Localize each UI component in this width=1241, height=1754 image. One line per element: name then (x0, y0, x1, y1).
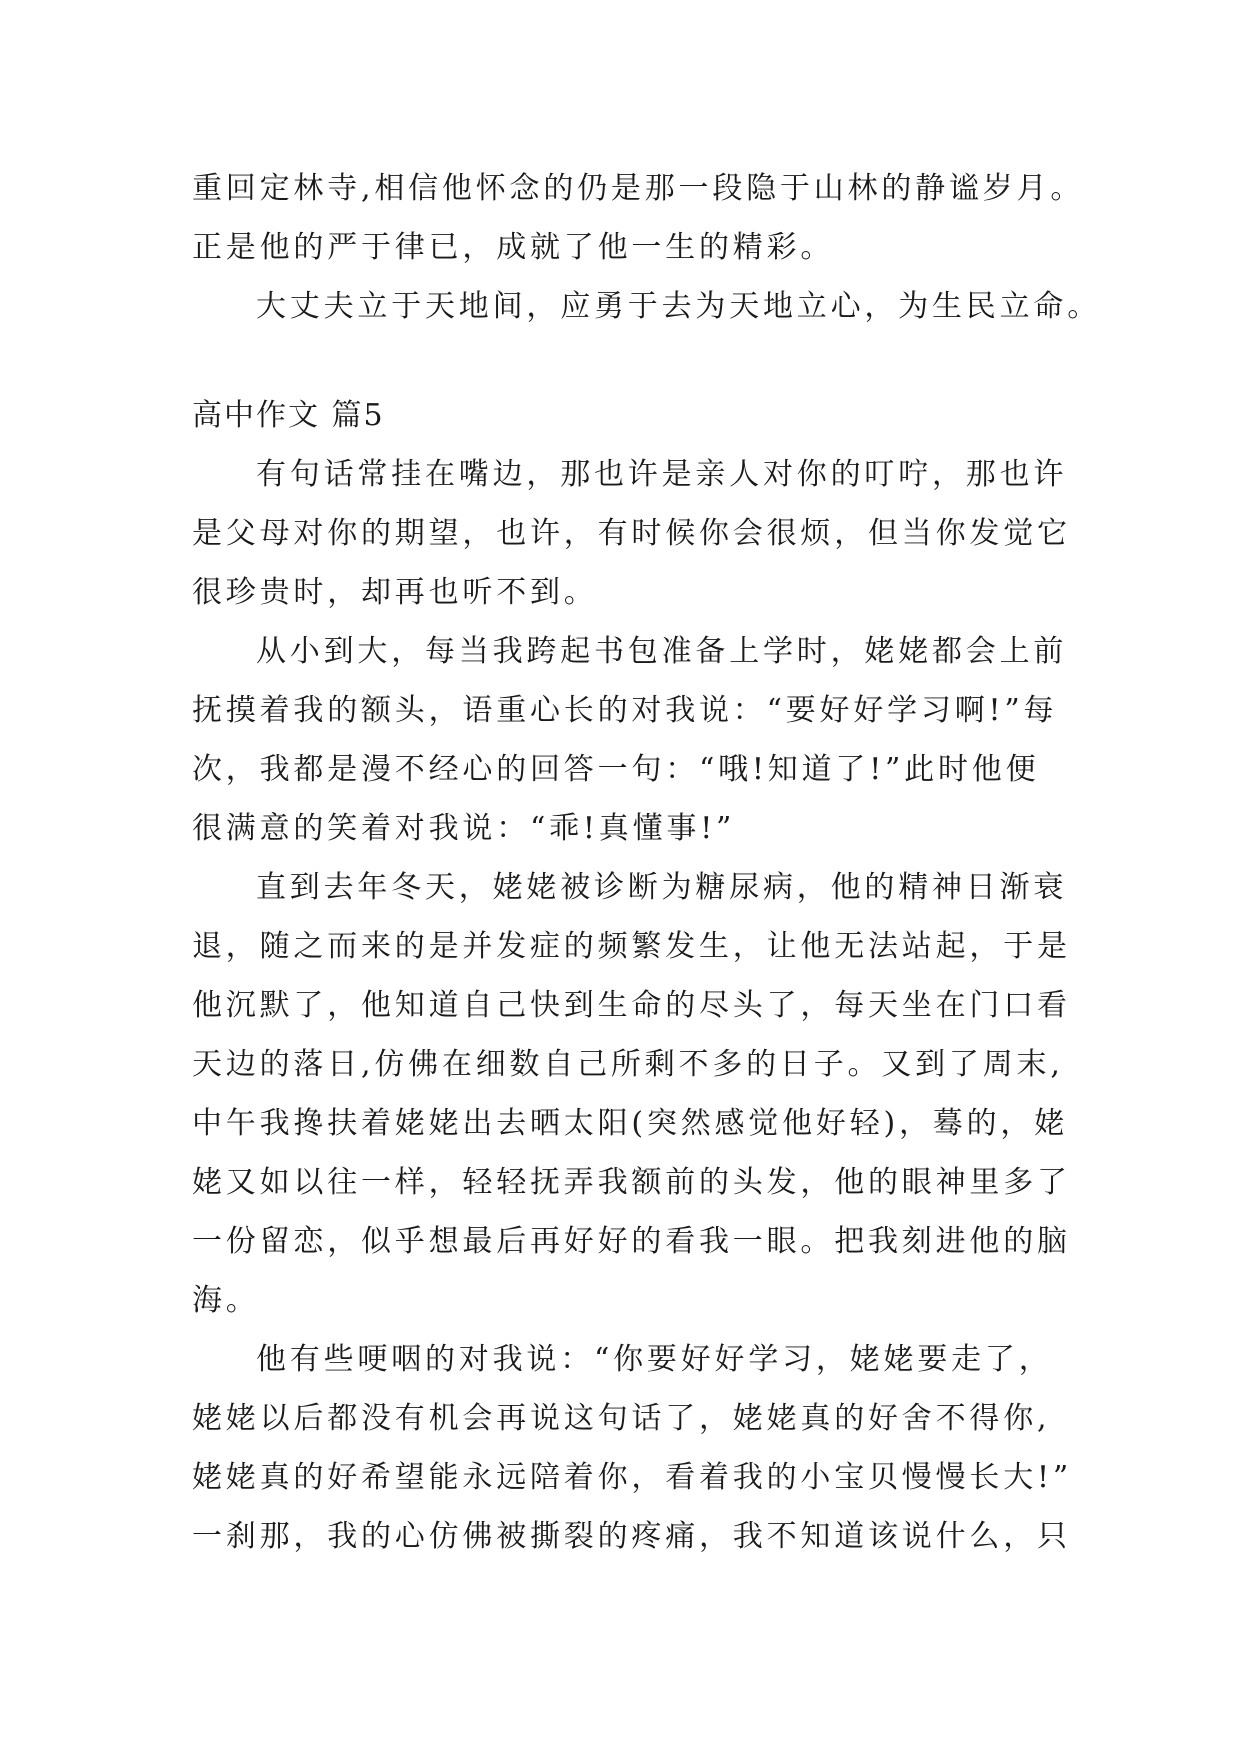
paragraph-1-line-2: 是父母对你的期望，也许，有时候你会很烦，但当你发觉它 (192, 516, 1071, 551)
intro-line-1: 重回定林寺,相信他怀念的仍是那一段隐于山林的静谧岁月。 (192, 171, 1085, 206)
intro-line-3: 大丈夫立于天地间，应勇于去为天地立心，为生民立命。 (256, 289, 1101, 324)
paragraph-3-line-5: 中午我搀扶着姥姥出去晒太阳(突然感觉他好轻)，蓦的，姥 (192, 1106, 1069, 1141)
paragraph-4-line-3: 姥姥真的好希望能永远陪着你，看着我的小宝贝慢慢长大!” (192, 1460, 1072, 1495)
paragraph-3-line-4: 天边的落日,仿佛在细数自己所剩不多的日子。又到了周末, (192, 1047, 1064, 1082)
paragraph-3-line-1: 直到去年冬天，姥姥被诊断为糖尿病，他的精神日渐衰 (256, 870, 1068, 905)
paragraph-4-line-1: 他有些哽咽的对我说：“你要好好学习，姥姥要走了， (256, 1342, 1053, 1377)
paragraph-3-line-2: 退，随之而来的是并发症的频繁发生，让他无法站起，于是 (192, 929, 1071, 964)
paragraph-2-line-1: 从小到大，每当我跨起书包准备上学时，姥姥都会上前 (256, 634, 1068, 669)
paragraph-4-line-4: 一刹那，我的心仿佛被撕裂的疼痛，我不知道该说什么，只 (192, 1519, 1071, 1554)
paragraph-3-line-3: 他沉默了，他知道自己快到生命的尽头了，每天坐在门口看 (192, 988, 1071, 1023)
paragraph-1-line-3: 很珍贵时，却再也听不到。 (192, 575, 598, 610)
paragraph-3-line-7: 一份留恋，似乎想最后再好好的看我一眼。把我刻进他的脑 (192, 1224, 1071, 1259)
section-title: 高中作文 篇5 (192, 398, 385, 433)
paragraph-2-line-4: 很满意的笑着对我说：“乖!真懂事!” (192, 811, 736, 846)
paragraph-3-line-6: 姥又如以往一样，轻轻抚弄我额前的头发，他的眼神里多了 (192, 1165, 1071, 1200)
paragraph-4-line-2: 姥姥以后都没有机会再说这句话了，姥姥真的好舍不得你, (192, 1401, 1051, 1436)
intro-line-2: 正是他的严于律已，成就了他一生的精彩。 (192, 230, 835, 265)
paragraph-3-line-8: 海。 (192, 1283, 260, 1318)
paragraph-1-line-1: 有句话常挂在嘴边，那也许是亲人对你的叮咛，那也许 (256, 457, 1068, 492)
paragraph-2-line-2: 抚摸着我的额头，语重心长的对我说：“要好好学习啊!”每 (192, 693, 1058, 728)
paragraph-2-line-3: 次，我都是漫不经心的回答一句：“哦!知道了!”此时他便 (192, 752, 1040, 787)
